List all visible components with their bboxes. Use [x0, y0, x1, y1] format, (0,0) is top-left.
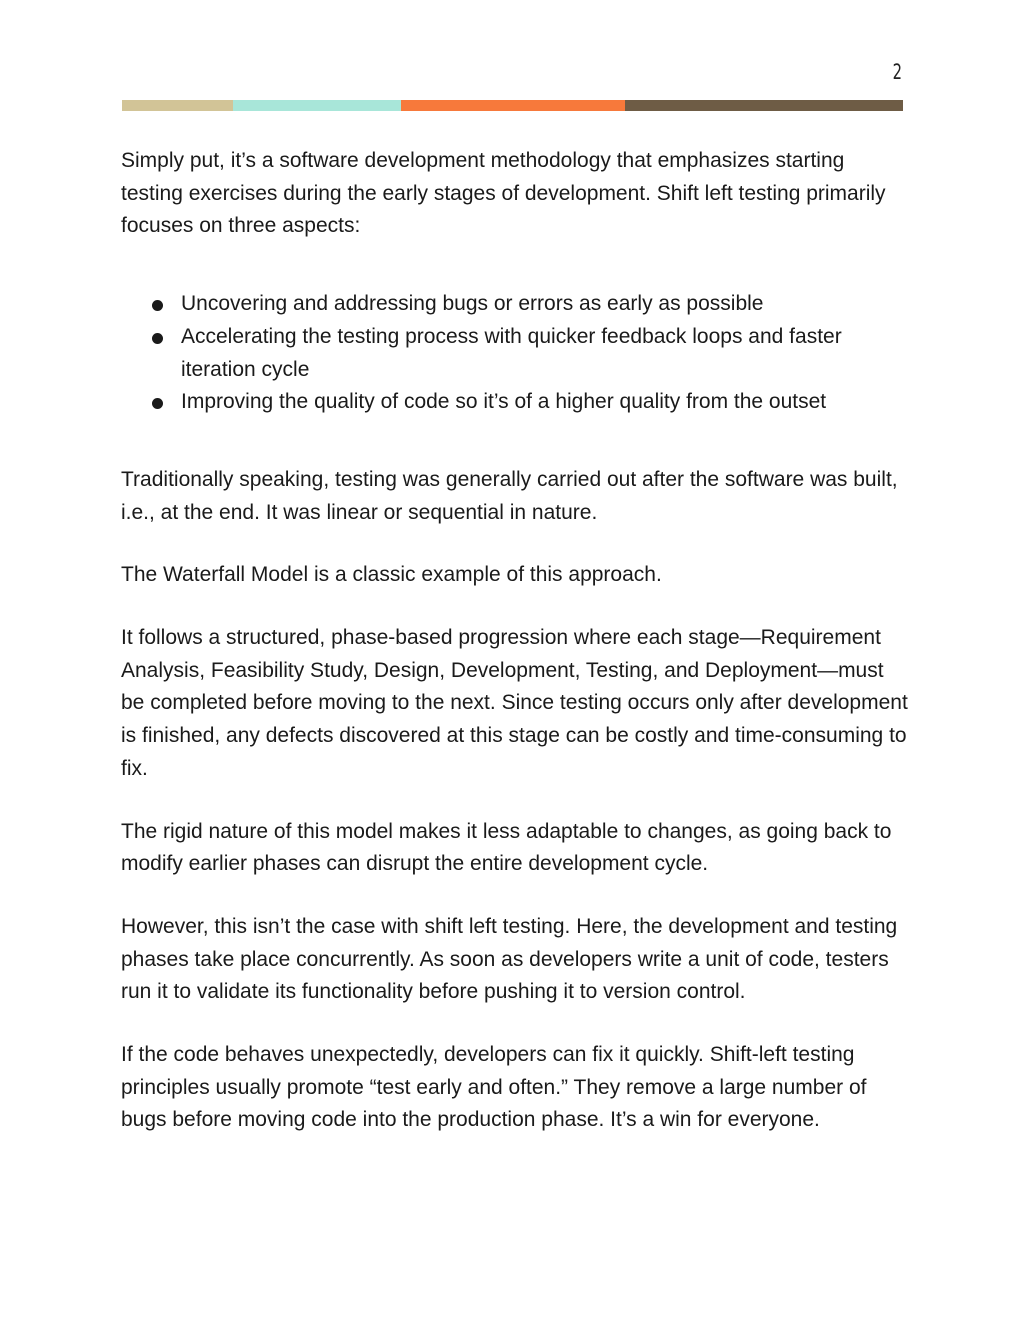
- intro-paragraph: Simply put, it’s a software development methodology that emphasizes starting testing exercises during the early stages of development. Shift left testing primarily focuses on three aspects:: [121, 149, 886, 238]
- divider-segment-brown: [625, 100, 903, 111]
- document-body: [121, 145, 911, 1137]
- bullet-icon: [152, 300, 163, 311]
- list-item: [121, 288, 911, 321]
- paragraph-shift-left: However, this isn’t the case with shift left testing. Here, the development and testing phases take place concurrently. As soon as developers write a unit of code, testers run it to validate its functionality before pushing it to version control.: [121, 914, 898, 1004]
- list-item-text: Accelerating the testing process with quicker feedback loops and faster iteration cycle: [181, 324, 842, 381]
- bullet-icon: [152, 333, 163, 344]
- divider-segment-tan: [122, 100, 233, 111]
- list-item-text: Uncovering and addressing bugs or errors as early as possible: [181, 292, 764, 316]
- paragraph-phases: It follows a structured, phase-based progression where each stage—Requirement Analysis, Feasibility Study, Design, Development, Testing, and Deployment—must be completed before moving to the next. Since testing occurs only after development is finished, any defects discovered at this stage can be costly and time-consuming to fix.: [121, 626, 908, 780]
- aspects-list: [121, 288, 911, 419]
- list-item: [121, 386, 911, 419]
- paragraph-rigid: The rigid nature of this model makes it less adaptable to changes, as going back to modify earlier phases can disrupt the entire development cycle.: [121, 819, 892, 876]
- divider-segment-mint: [233, 100, 401, 111]
- page-number: 2: [892, 60, 902, 84]
- paragraph-traditional: Traditionally speaking, testing was generally carried out after the software was built, i.e., at the end. It was linear or sequential in nature.: [121, 467, 898, 524]
- header-divider-bar: [122, 100, 903, 111]
- bullet-icon: [152, 398, 163, 409]
- divider-segment-orange: [401, 100, 625, 111]
- list-item-text: Improving the quality of code so it’s of a higher quality from the outset: [181, 390, 827, 414]
- paragraph-conclusion: If the code behaves unexpectedly, developers can fix it quickly. Shift-left testing principles usually promote “test early and often.” They remove a large number of bugs before moving code into the production phase. It’s a win for everyone.: [121, 1043, 867, 1132]
- paragraph-waterfall: The Waterfall Model is a classic example of this approach.: [121, 563, 662, 587]
- list-item: [121, 321, 911, 386]
